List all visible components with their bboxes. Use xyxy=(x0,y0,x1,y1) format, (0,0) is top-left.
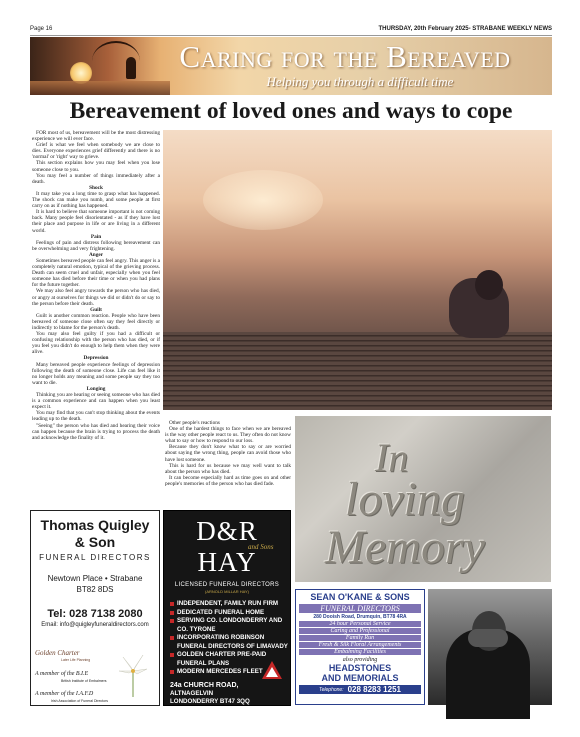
hay-service-text: MODERN MERCEDES FLEET xyxy=(177,668,263,675)
page-header xyxy=(30,26,552,36)
okane-role: FUNERAL DIRECTORS xyxy=(299,604,421,613)
lily-flower-icon xyxy=(115,651,151,699)
article-headline: Bereavement of loved ones and ways to cope xyxy=(69,98,513,124)
okane-telephone-number: 028 8283 1251 xyxy=(347,685,401,694)
hay-service-text: SERVING CO. LONDONDERRY AND CO. TYRONE xyxy=(177,617,283,633)
wooden-dock xyxy=(163,332,552,410)
hay-service-text: INDEPENDENT, FAMILY RUN FIRM xyxy=(177,600,279,607)
swing-figure-icon xyxy=(126,57,136,79)
bullet-icon xyxy=(170,636,174,640)
golden-charter-logo: Golden Charter xyxy=(35,649,80,657)
quigley-address-2: BT82 8DS xyxy=(76,585,114,594)
article-subheading: Longing xyxy=(86,385,106,392)
sunset-water xyxy=(30,81,170,95)
article-paragraph: This is hard for us because we may well want to talk about the person who has died. xyxy=(165,462,291,475)
bie-membership-sub: British Institute of Embalmers xyxy=(61,679,107,683)
page-number: Page 16 xyxy=(30,26,53,32)
article-subheading: Pain xyxy=(90,233,102,240)
hay-service-item xyxy=(170,617,290,634)
hay-advert xyxy=(163,510,291,721)
issue-line: THURSDAY, 20th February 2025- STRABANE WEEKLY NEWS xyxy=(378,26,552,32)
quigley-email: Email: info@quigleyfuneraldirectors.com xyxy=(41,622,149,628)
quigley-name: Thomas Quigley xyxy=(40,517,150,533)
okane-name: SEAN O'KANE & SONS xyxy=(310,592,410,602)
article-paragraph: "Seeing" the person who has died and hearing their voice can happen because the brain is trying to process the death and acknowledge the finality of it. xyxy=(32,422,160,441)
hay-logo: D&R HAY xyxy=(196,516,258,577)
bullet-icon xyxy=(170,602,174,606)
bie-membership: A member of the B.I.E xyxy=(35,671,89,677)
hay-licensed: LICENSED FUNERAL DIRECTORS xyxy=(174,582,280,588)
article-paragraph: FOR most of us, bereavement will be the most distressing experience we will ever face. xyxy=(32,130,160,143)
article-paragraph: It may take you a long time to grasp what has happened. The shock can make you numb, and some people at first carry on as if nothing has happened. xyxy=(32,190,160,210)
hay-telephone: TELEPHONE: 028 7131 2567 xyxy=(170,705,253,713)
article-paragraph: It is hard to believe that someone important is not coming back. Many people feel disorientated - as if they have lost their place and purpose in life or are living in a different world. xyxy=(32,209,160,234)
okane-service-band: 24 hour Personal Service xyxy=(299,621,421,627)
article-paragraph: Thinking you are hearing or seeing someone who has died is a common experience and can happen when you least expect it. xyxy=(32,392,160,411)
article-paragraph: You may feel a number of things immediately after a death. xyxy=(32,172,160,185)
okane-telephone-bar xyxy=(299,685,421,694)
article-paragraph: Many bereaved people experience feelings of depression following the death of someone close. Life can feel like it no longer holds any meaning and some people say they too want to die. xyxy=(32,361,160,386)
article-paragraph: Feelings of pain and distress following bereavement can be overwhelming and very frightening. xyxy=(32,239,160,252)
article-paragraph: This section explains how you may feel when you lose someone close to you. xyxy=(32,160,160,173)
hay-address-2: ALTNAGELVIN xyxy=(170,689,214,697)
hay-sons: and Sons xyxy=(248,543,274,551)
banner-title: Caring for the Bereaved xyxy=(179,39,511,74)
article-paragraph: It can become especially hard as time goes on and other people's memories of the person who has died fade. xyxy=(165,474,291,487)
article-paragraph: You may also feel guilty if you had a difficult or confusing relationship with the person who has died, or if you feel you didn't do enough to help them when they were alive. xyxy=(32,331,160,356)
hay-service-text: INCORPORATING ROBINSON FUNERAL DIRECTORS OF LIMAVADY xyxy=(177,634,288,650)
bullet-icon xyxy=(170,619,174,623)
hay-address-1: 24a CHURCH ROAD, xyxy=(170,681,239,689)
article-subheading: Guilt xyxy=(90,306,102,313)
carved-line-2: loving xyxy=(345,473,465,526)
okane-address: 280 Dooish Road, Drumquin, BT78 4RA xyxy=(313,614,407,620)
article-paragraph: Grief is what we feel when somebody we are close to dies. Everyone experiences grief differently and there is no 'normal' or 'right' way to grieve. xyxy=(32,142,160,161)
hay-service-item xyxy=(170,600,290,609)
hay-service-item xyxy=(170,609,290,618)
warning-sign-inner xyxy=(266,667,278,677)
bullet-icon xyxy=(170,653,174,657)
article-column-1 xyxy=(32,130,160,441)
article-column-2 xyxy=(165,420,291,487)
grieving-woman-photo xyxy=(163,130,552,410)
bullet-icon xyxy=(170,670,174,674)
article-paragraph: We may also feel angry towards the person who has died, or angry at ourselves for things we did or didn't do or say to the person before their death. xyxy=(32,288,160,307)
quigley-address-1: Newtown Place • Strabane xyxy=(47,574,143,583)
iafd-membership: A member of the I.A.F.D xyxy=(35,691,94,697)
article-subheading: Depression xyxy=(83,355,109,362)
hay-established: (ARNOLD MILLAR HAY) xyxy=(205,589,249,594)
article-subheading: Shock xyxy=(89,184,103,191)
okane-headstones: HEADSTONES xyxy=(328,663,392,673)
quigley-son: & Son xyxy=(74,534,116,550)
okane-service-band: Fresh & Silk Floral Arrangements xyxy=(299,642,421,648)
hay-address-3: LONDONDERRY BT47 3QQ xyxy=(170,697,250,705)
article-paragraph: Other people's reactions xyxy=(169,420,220,426)
hay-service-text: DEDICATED FUNERAL HOME xyxy=(177,608,265,616)
okane-also-providing: also providing xyxy=(342,657,378,663)
hay-contact xyxy=(170,682,290,722)
carved-line-1: In xyxy=(375,435,409,480)
article-paragraph: You may find that you can't stop thinking about the events leading up to the death. xyxy=(32,410,160,423)
quigley-role: FUNERAL DIRECTORS xyxy=(39,553,151,562)
article-paragraph: Guilt is another common reaction. People who have been bereaved of someone close often say they feel directly or indirectly to blame for the person's death. xyxy=(32,312,160,331)
iafd-membership-sub: Irish Association of Funeral Directors xyxy=(51,699,108,703)
okane-telephone-label: Telephone: xyxy=(319,686,344,693)
golden-charter-sub: Later Life Planning xyxy=(61,658,91,662)
hay-service-text: GOLDEN CHARTER PRE-PAID FUNERAL PLANS xyxy=(177,651,267,667)
hay-website: WEBSITE: www.dandrhay.co.uk xyxy=(170,713,264,721)
quigley-advert xyxy=(30,510,160,706)
headstone-photo xyxy=(295,416,551,582)
man-hands xyxy=(468,629,508,647)
article-subheading: Anger xyxy=(88,251,104,258)
grieving-man-photo xyxy=(428,589,552,705)
okane-service-band: Caring and Professional xyxy=(299,628,421,634)
woman-head xyxy=(475,270,503,300)
okane-service-band: Family Run xyxy=(299,635,421,641)
okane-memorials: AND MEMORIALS xyxy=(321,673,399,683)
article-paragraph: One of the hardest things to face when we are bereaved is the way other people react to us. They often do not know what to say or how to respond to our loss. xyxy=(165,426,291,445)
carved-line-3: Memory xyxy=(325,521,485,574)
bullet-icon xyxy=(170,611,174,615)
hay-service-item xyxy=(170,634,290,651)
section-banner xyxy=(30,37,552,95)
okane-advert xyxy=(295,589,425,705)
article-paragraph: Sometimes bereaved people can feel angry. This anger is a completely natural emotion, typical of the grieving process. Death can seem cruel and unfair, especially when you feel someone has died before their time or when you had plans for the future together. xyxy=(32,257,160,289)
banner-subtitle: Helping you through a difficult time xyxy=(266,74,454,89)
quigley-telephone: Tel: 028 7138 2080 xyxy=(47,608,143,620)
okane-service-band: Embalming Facilities xyxy=(299,649,421,655)
sun-glow xyxy=(203,170,323,230)
article-paragraph: Because they don't know what to say or are worried about saying the wrong thing, people can avoid those who have lost someone. xyxy=(165,444,291,463)
